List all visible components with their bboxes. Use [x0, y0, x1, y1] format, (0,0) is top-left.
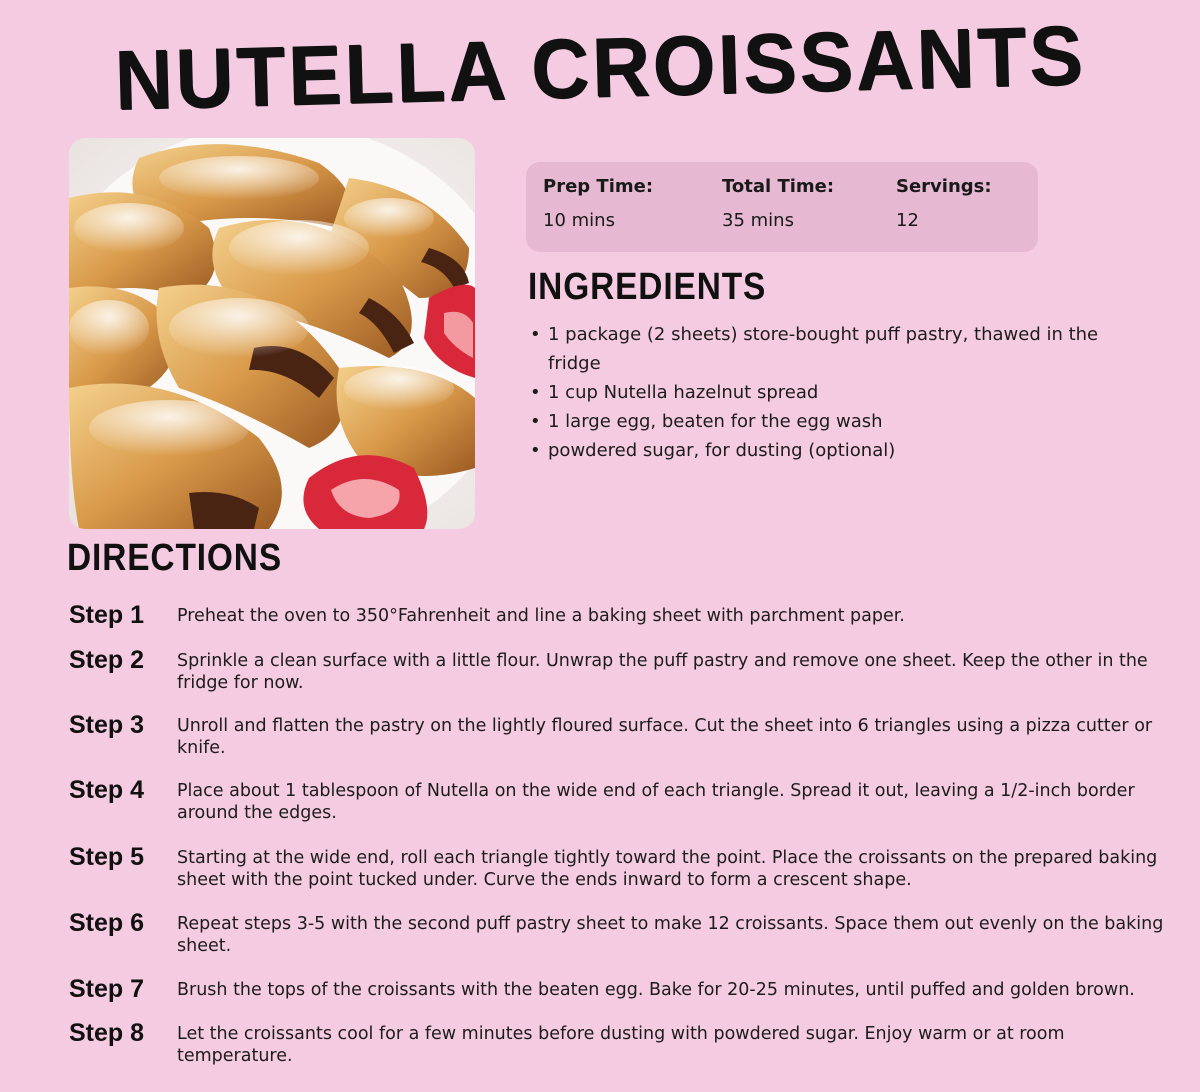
step-label: Step 6 [69, 909, 145, 937]
total-time [722, 176, 834, 236]
step-label: Step 8 [69, 1019, 145, 1047]
total-time-label: Total Time: [722, 176, 835, 197]
step-text: Repeat steps 3-5 with the second puff pastry sheet to make 12 croissants. Space them out evenly on the baking sheet. [177, 914, 1164, 956]
directions-heading: DIRECTIONS [67, 537, 283, 579]
ingredients-heading: INGREDIENTS [528, 266, 767, 308]
servings [896, 176, 992, 236]
ingredient-item: • 1 large egg, beaten for the egg wash [528, 407, 1118, 436]
step-text: Preheat the oven to 350°Fahrenheit and line a baking sheet with parchment paper. [177, 606, 905, 626]
total-time-value: 35 mins [722, 210, 794, 231]
servings-value: 12 [896, 210, 919, 231]
step-label: Step 3 [69, 711, 145, 739]
step-text: Sprinkle a clean surface with a little flour. Unwrap the puff pastry and remove one sheet. Keep the other in the fridge for now. [177, 651, 1148, 693]
servings-label: Servings: [896, 176, 992, 197]
ingredient-item: • 1 package (2 sheets) store-bought puff pastry, thawed in the fridge [528, 320, 1118, 378]
ingredient-item: • 1 cup Nutella hazelnut spread [528, 378, 1118, 407]
step-text: Place about 1 tablespoon of Nutella on the wide end of each triangle. Spread it out, leaving a 1/2-inch border around the edges. [177, 781, 1135, 823]
step-label: Step 7 [69, 975, 145, 1003]
recipe-info-box [526, 162, 1038, 252]
step-text: Brush the tops of the croissants with the beaten egg. Bake for 20-25 minutes, until puffed and golden brown. [177, 980, 1135, 1000]
prep-time-value: 10 mins [543, 210, 615, 231]
prep-time-label: Prep Time: [543, 176, 654, 197]
page-title: NUTELLA CROISSANTS [113, 8, 1087, 127]
prep-time [543, 176, 653, 236]
step-label: Step 4 [69, 776, 145, 804]
croissants-photo [69, 138, 475, 529]
ingredient-item: • powdered sugar, for dusting (optional) [528, 436, 1118, 465]
step-label: Step 2 [69, 646, 145, 674]
step-text: Unroll and flatten the pastry on the lightly floured surface. Cut the sheet into 6 triangles using a pizza cutter or knife. [177, 716, 1153, 758]
ingredients-list [528, 320, 1118, 465]
step-label: Step 5 [69, 843, 145, 871]
step-text: Starting at the wide end, roll each triangle tightly toward the point. Place the croissants on the prepared baking sheet with the point tucked under. Curve the ends inward to form a crescent shape. [177, 848, 1158, 890]
step-text: Let the croissants cool for a few minutes before dusting with powdered sugar. Enjoy warm or at room temperature. [177, 1024, 1065, 1066]
step-label: Step 1 [69, 601, 145, 629]
